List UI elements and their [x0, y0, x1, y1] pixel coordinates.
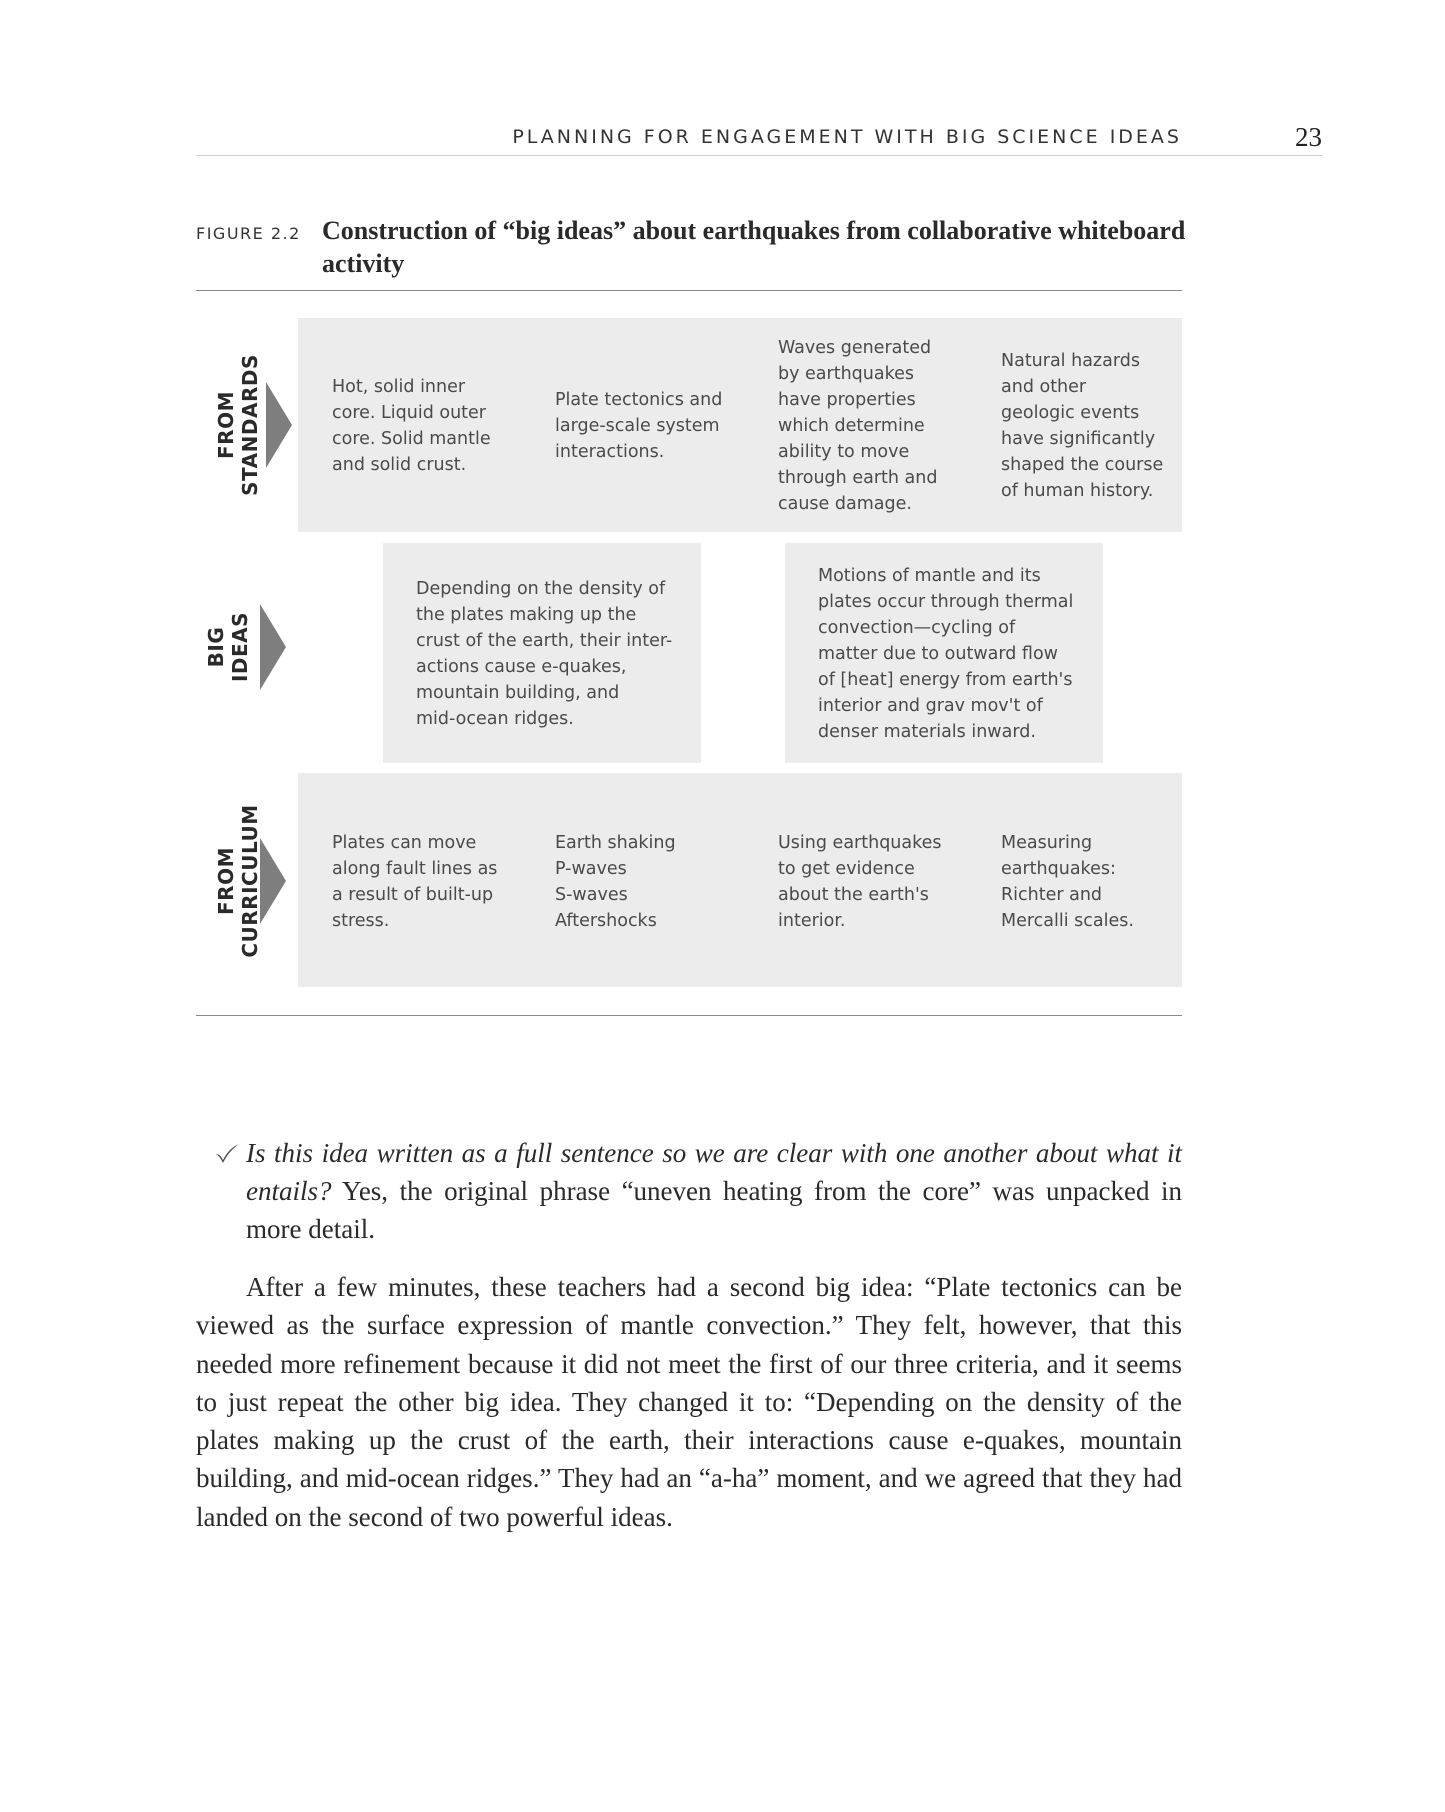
checklist-question: Is this idea written as a full sentence so we are clear with one another about what it entails?	[246, 1138, 1182, 1206]
big-idea-2: Motions of mantle and its plates occur through thermal convection—cycling of matter due to outward flow of [heat] energy from earth's interior and grav mov't of denser materials inward.	[818, 566, 1074, 742]
row-arrow-big-ideas-icon	[260, 604, 286, 690]
figure-bottom-rule	[196, 1015, 1182, 1016]
running-head	[196, 124, 1322, 154]
curriculum-cell-3: Using earthquakes to get evidence about the earth's interior.	[778, 833, 942, 931]
running-head-rule	[196, 155, 1322, 156]
figure-label: FIGURE 2.2	[196, 224, 301, 243]
curriculum-box	[298, 773, 1182, 987]
row-label-big-ideas-text: BIG IDEAS	[204, 611, 252, 683]
row-arrow-curriculum-icon	[260, 838, 286, 924]
standards-cell-1: Hot, solid inner core. Liquid outer core. Solid mantle and solid crust.	[332, 377, 491, 475]
curriculum-cell-1: Plates can move along fault lines as a result of built-up stress.	[332, 833, 498, 931]
checklist-item	[246, 1134, 1182, 1248]
standards-cell-4: Natural hazards and other geologic events have significantly shaped the course of human history.	[1001, 351, 1164, 501]
row-label-standards-text: FROM STANDARDS	[214, 354, 262, 496]
checklist-answer: Yes, the original phrase “uneven heating from the core” was unpacked in more detail.	[246, 1176, 1182, 1244]
standards-cell-2: Plate tectonics and large-scale system interactions.	[555, 390, 723, 462]
page-number: 23	[1295, 122, 1322, 152]
figure-top-rule	[196, 290, 1182, 291]
curriculum-cell-2: Earth shaking P-waves S-waves Aftershocks	[555, 833, 676, 931]
row-arrow-standards-icon	[266, 382, 292, 468]
curriculum-cell-4: Measuring earthquakes: Richter and Mercalli scales.	[1001, 833, 1134, 931]
row-label-curriculum-text: FROM CURRICULUM	[214, 804, 262, 958]
big-idea-box-1	[383, 543, 701, 763]
big-idea-1: Depending on the density of the plates making up the crust of the earth, their inter- actions cause e-quakes, mountain building, and mid-ocean ridges.	[416, 579, 673, 729]
big-idea-box-2	[785, 543, 1103, 763]
standards-cell-3: Waves generated by earthquakes have properties which determine ability to move through earth and cause damage.	[778, 338, 938, 514]
standards-box	[298, 318, 1182, 532]
body-paragraph: After a few minutes, these teachers had a second big idea: “Plate tectonics can be viewed as the surface expression of mantle convection.” They felt, however, that this needed more refinement because it did not meet the first of our three criteria, and it seems to just repeat the other big idea. They changed it to: “Depending on the density of the plates making up the crust of the earth, their interactions cause e-quakes, mountain building, and mid-ocean ridges.” They had an “a-ha” moment, and we agreed that they had landed on the second of two powerful ideas.	[196, 1272, 1182, 1532]
checkmark-icon	[214, 1142, 240, 1164]
figure-title: Construction of “big ideas” about earthquakes from collaborative whiteboard activity	[322, 216, 1186, 278]
running-head-title: PLANNING FOR ENGAGEMENT WITH BIG SCIENCE IDEAS	[512, 126, 1182, 148]
